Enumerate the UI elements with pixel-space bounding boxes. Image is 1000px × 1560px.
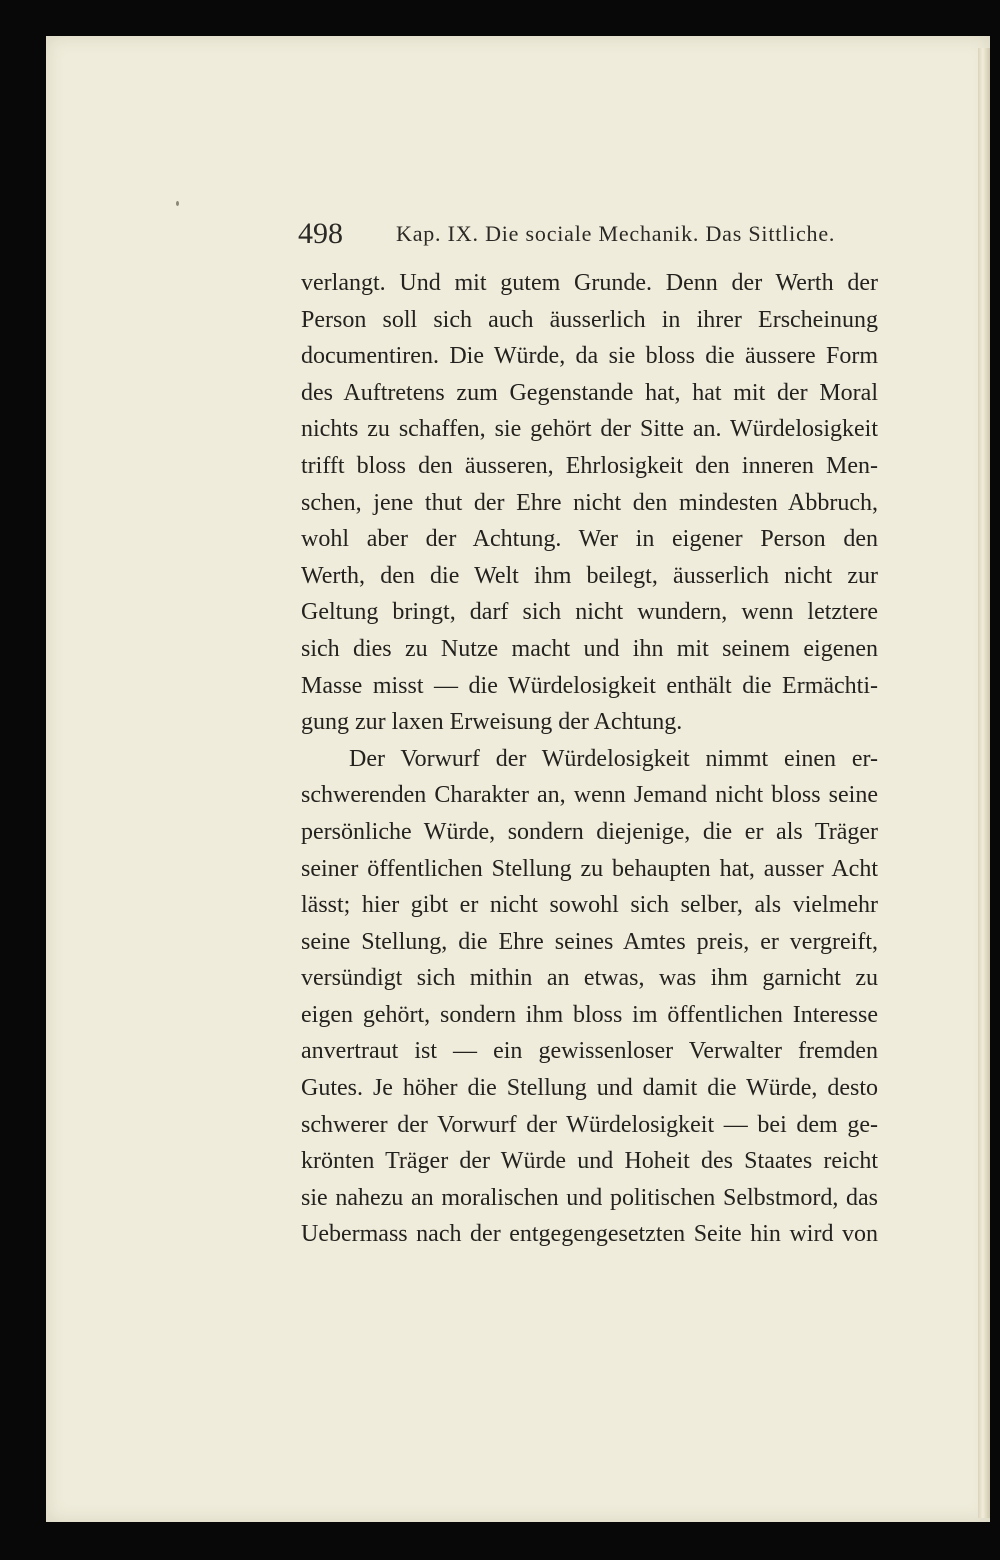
text-line: krönten Träger der Würde und Hoheit des Staates reicht	[301, 1148, 878, 1175]
text-line: anvertraut ist — ein gewissenloser Verwalter fremden	[301, 1038, 878, 1065]
text-line: seine Stellung, die Ehre seines Amtes preis, er vergreift,	[301, 928, 878, 955]
page-edge	[978, 48, 990, 1518]
text-line: trifft bloss den äusseren, Ehrlosigkeit den inneren Men-	[301, 452, 878, 479]
text-line: Uebermass nach der entgegengesetzten Seite hin wird von	[301, 1221, 878, 1248]
page-number: 498	[298, 217, 343, 250]
chapter-title: Kap. IX. Die sociale Mechanik. Das Sittliche.	[396, 221, 836, 246]
body-text	[301, 265, 878, 1253]
text-line: persönliche Würde, sondern diejenige, die er als Träger	[301, 818, 878, 845]
text-line: nichts zu schaffen, sie gehört der Sitte an. Würdelosigkeit	[301, 416, 878, 443]
running-head	[298, 216, 882, 256]
text-line: verlangt. Und mit gutem Grunde. Denn der Werth der	[301, 270, 878, 296]
paragraph-end-line: gung zur laxen Erweisung der Achtung.	[301, 709, 683, 736]
text-line: sich dies zu Nutze macht und ihn mit seinem eigenen	[301, 635, 878, 662]
text-line: eigen gehört, sondern ihm bloss im öffentlichen Interesse	[301, 1001, 878, 1028]
paper-speck	[176, 201, 179, 206]
text-line: Person soll sich auch äusserlich in ihrer Erscheinung	[301, 306, 878, 333]
text-line: seiner öffentlichen Stellung zu behaupten hat, ausser Acht	[301, 855, 878, 882]
text-line: Werth, den die Welt ihm beilegt, äusserlich nicht zur	[301, 562, 878, 589]
text-line: des Auftretens zum Gegenstande hat, hat mit der Moral	[301, 379, 878, 406]
text-line: lässt; hier gibt er nicht sowohl sich selber, als vielmehr	[301, 892, 878, 919]
text-line: schwerenden Charakter an, wenn Jemand nicht bloss seine	[301, 782, 878, 809]
text-line: sie nahezu an moralischen und politischen Selbstmord, das	[301, 1184, 878, 1211]
text-line: Geltung bringt, darf sich nicht wundern, wenn letztere	[301, 599, 878, 626]
text-line: versündigt sich mithin an etwas, was ihm garnicht zu	[301, 965, 878, 992]
text-line: documentiren. Die Würde, da sie bloss die äussere Form	[301, 343, 878, 370]
text-line: Masse misst — die Würdelosigkeit enthält die Ermächti-	[301, 672, 878, 699]
paragraph-start-line: Der Vorwurf der Würdelosigkeit nimmt einen er-	[349, 745, 878, 772]
text-line: Gutes. Je höher die Stellung und damit die Würde, desto	[301, 1075, 878, 1102]
text-line: wohl aber der Achtung. Wer in eigener Person den	[301, 526, 878, 553]
text-line: schwerer der Vorwurf der Würdelosigkeit — bei dem ge-	[301, 1111, 878, 1138]
text-line: schen, jene thut der Ehre nicht den mindesten Abbruch,	[301, 489, 878, 516]
